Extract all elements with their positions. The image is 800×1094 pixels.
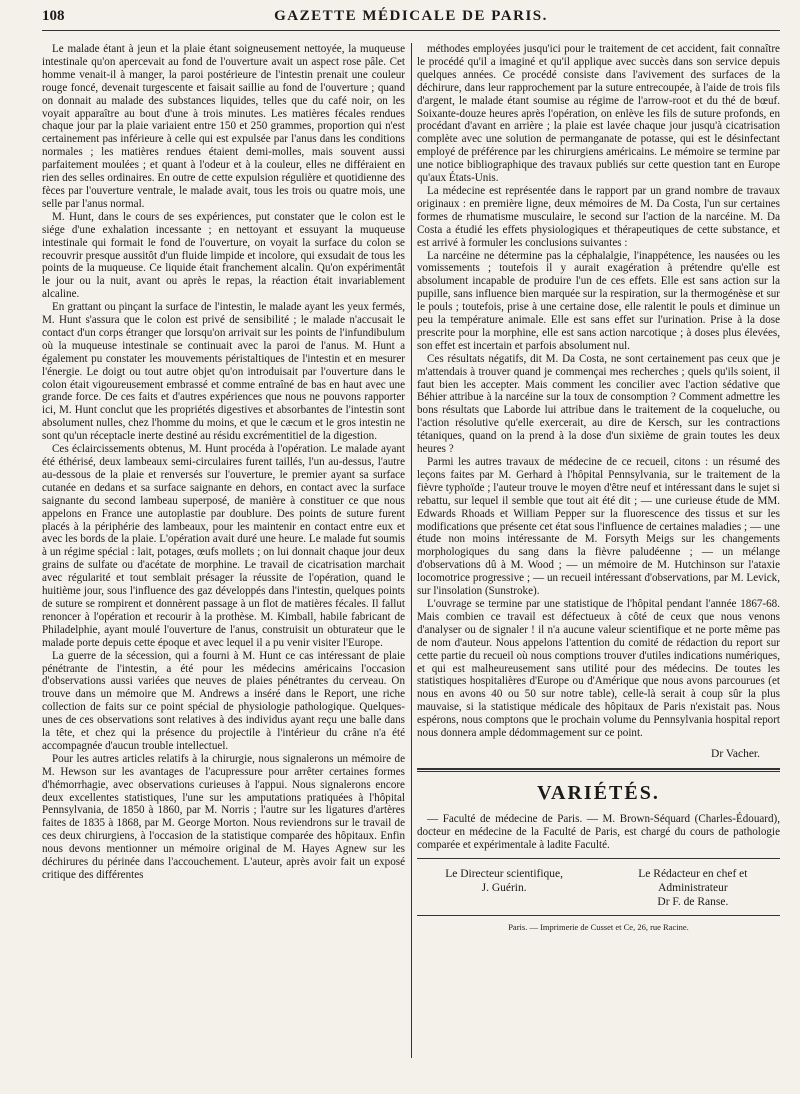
editor-credit (606, 867, 780, 909)
column-divider (411, 43, 412, 1058)
page-number: 108 (42, 8, 65, 24)
editor-role: Le Rédacteur en chef et Administrateur (638, 867, 748, 894)
paragraph: La narcéine ne détermine pas la céphalalgie, l'inappétence, les nausées ou les vomissements ; toutefois il y aurait exagération à prétendre qu'elle est absolument incapable de produire l'un de ces effets. Elle est sans action sur la pupille, sans influence bien marquée sur la respiration, sur la thermogénèse et sur le pouls ; toutefois, prise à une certaine dose, elle ralentit le pouls et diminue un peu la température animale. Elle est sans effet sur l'urination. Prise à la dose prescrite pour la morphine, elle est sans action narcotique ; à doses plus élevées, son effet est incertain et parfois absolument nul. (417, 249, 780, 352)
varietes-paragraph: — Faculté de médecine de Paris. — M. Brown-Séquard (Charles-Édouard), docteur en médecine de la Faculté de Paris, est chargé du cours de pathologie comparée et expérimentale à ladite Faculté. (417, 812, 780, 851)
page-header (42, 8, 780, 31)
director-name: J. Guérin. (481, 881, 527, 894)
right-column (417, 43, 780, 1058)
printer-divider (417, 915, 780, 916)
paragraph: méthodes employées jusqu'ici pour le traitement de cet accident, fait connaître le procédé qu'il a imaginé et qu'il applique avec succès dans son service depuis quelques années. Ce procédé consiste dans l'avivement des surfaces de la déchirure, dans leur rapprochement par la suture entrecoupée, à l'aide de trois fils d'argent, le malade étant soumise au régime de l'arrow-root et du thé de bœuf. Soixante-douze heures après l'opération, on enlève les fils de suture profonds, en procédant d'avant en arrière ; la plaie est lavée chaque jour jusqu'à cicatrisation complète avec une solution de permanganate de potasse, qui est le désinfectant employé de préférence par les chirurgiens américains. Le mémoire se termine par une notice bibliographique des travaux publiés sur cette question tant en Europe qu'aux États-Unis. (417, 43, 780, 185)
credits-divider (417, 858, 780, 859)
paragraph: Pour les autres articles relatifs à la chirurgie, nous signalerons un mémoire de M. Hewson sur les avantages de l'acupressure pour arrêter certaines formes d'hémorrhagie, avec observations curieuses à l'appui. Nous signalerons encore deux excellentes statistiques, l'une sur les amputations pratiquées à l'hôpital Pennsylvania, de 1850 à 1860, par M. Norris ; l'autre sur les ligatures d'artères faites de 1835 à 1868, par M. George Morton. Nous reviendrons sur le travail de ces deux chirurgiens, à l'occasion de la statistique comparée des hôpitaux. Enfin nous devons mentionner un mémoire original de M. Hayes Agnew sur les déchirures du périnée dans l'accouchement. L'auteur, après avoir fait un exposé critique des différentes (42, 752, 405, 881)
section-divider (417, 768, 780, 772)
credits (417, 867, 780, 909)
left-column (42, 43, 405, 1058)
paragraph: Le malade étant à jeun et la plaie étant soigneusement nettoyée, la muqueuse intestinale qu'on apercevait au fond de l'ouverture avait un aspect rose pâle. Cet homme venait-il à manger, la paroi postérieure de l'intestin prenait une couleur rouge foncé, devenait turgescente et faisait saillie au fond de l'ouverture ; quand on donnait au malade des substances liquides, telles que du café noir, on les voyait apparaître au bout d'une à trois minutes. Les matières fécales rendues chaque jour par la plaie variaient entre 150 et 250 grammes, proportion qui n'est certainement pas inférieure à celle qui est expulsée par l'anus dans les conditions normales ; les matières rendues étaient demi-molles, mais souvent aussi parfaitement moulées ; et quant à l'odeur et à la couleur, elles ne différaient en rien des selles ordinaires. En outre de cette expulsion régulière et quotidienne des fèces par l'ouverture ventrale, le malade avait, tous les trois ou quatre mois, une selle par l'anus normal. (42, 43, 405, 210)
director-role: Le Directeur scientifique, (445, 867, 564, 880)
paragraph: La guerre de la sécession, qui a fourni à M. Hunt ce cas intéressant de plaie pénétrante de l'intestin, a été pour les médecins américains l'occasion d'observations aussi variées que neuves de plaies pénétrantes du cerveau. On trouve dans un mémoire que M. Andrews a inséré dans le Report, une riche collection de faits sur ce point spécial de physiologie pathologique. Quelques-unes de ces observations sont relatives à des individus ayant reçu une balle dans la tête, et chez qui la présence du projectile à l'intérieur du crâne n'a été accompagnée d'aucun trouble intellectuel. (42, 649, 405, 752)
paragraph: Ces éclaircissements obtenus, M. Hunt procéda à l'opération. Le malade ayant été éthérisé, deux lambeaux semi-circulaires furent taillés, l'un au-dessus, l'autre au-dessous de la plaie et renversés sur l'ouverture, le premier ayant sa surface cutanée en dedans et sa surface saignante en dehors, en contact avec la surface saignante du second lambeau superposé, de manière à constituer ce que nous appelons en France une autoplastie par doublure. Des points de suture furent placés à la périphérie des lambeaux, pour les maintenir en contact entre eux et avec les bords de la plaie. L'opération avait duré une heure. Le malade fut soumis à un régime spécial : lait, potages, œufs mollets ; on lui donnait chaque jour deux grains de sulfate ou d'acétate de morphine. Le travail de cicatrisation marchait avec régularité et tout semblait présager la réussite de l'opération, quand le huitième jour, sous l'influence des gaz développés dans l'intestin, quelques points de suture se rompirent et donnèrent passage à un flot de matières fécales. Il fallut renoncer à l'opération et recourir à la prothèse. M. Kimball, habile fabricant de Philadelphie, ayant moulé l'ouverture de l'anus, construisit un obturateur que le malade porte depuis cette époque et avec lequel il a pu venir visiter l'Europe. (42, 443, 405, 649)
editor-name: Dr F. de Ranse. (657, 895, 729, 908)
varietes-heading: VARIÉTÉS. (537, 781, 660, 804)
paragraph: Parmi les autres travaux de médecine de ce recueil, citons : un résumé des leçons faites par M. Gerhard à l'hôpital Pennsylvania, sur le traitement de la fièvre typhoïde ; l'auteur trouve le moyen d'être neuf et intéressant dans le sujet si rebattu, sur lequel il semble que tout ait été dit ; — une curieuse étude de MM. Edwards Rhoads et William Pepper sur la fluorescence des tissus et sur les modifications que présente cet état sous l'influence de certaines maladies ; — une étude non moins intéressante de M. Forsyth Meigs sur les changements morphologiques du sang dans la fièvre paludéenne ; — un mélange d'observations dû à M. Wood ; — un mémoire de M. Hutchinson sur l'ataxie locomotrice progressive ; — un recueil intéressant d'observations, par M. Levick, sur l'insolation (Sunstroke). (417, 456, 780, 598)
author-signature: Dr Vacher. (711, 747, 760, 760)
printer-imprint: Paris. — Imprimerie de Cusset et Ce, 26, rue Racine. (508, 921, 689, 932)
paragraph: Ces résultats négatifs, dit M. Da Costa, ne sont certainement pas ceux que je m'attendais à trouver quand je commençai mes recherches ; quels qu'ils soient, il faut bien les accepter. Mais comment les concilier avec l'action sédative que Béhier attribue à la narcéine sur la toux de consomption ? Comment admettre les bons résultats que Laborde lui attribue dans le traitement de la coqueluche, ou l'action résolutive qu'elle exercerait, au dire de Kersch, sur les contractions tétaniques, quand on la prend à la dose d'un sixième de grain toutes les deux heures ? (417, 352, 780, 456)
journal-title: GAZETTE MÉDICALE DE PARIS. (274, 8, 548, 24)
paragraph: M. Hunt, dans le cours de ses expériences, put constater que le colon est le siége d'une exhalation incessante ; en nettoyant et essuyant la muqueuse intestinale qui formait le fond de l'ouverture, on voyait la surface du colon se recouvrir presque aussitôt d'un fluide limpide et incolore, qui exsudait de tous les points de la muqueuse. Ce liquide était franchement alcalin. Qu'on expérimentât le jour ou la nuit, avant ou après le repas, la réaction était invariablement alcaline. (42, 210, 405, 301)
paragraph: La médecine est représentée dans le rapport par un grand nombre de travaux originaux : en première ligne, deux mémoires de M. Da Costa, l'un sur certaines formes de rhumatisme musculaire, le second sur l'action de la narcéine. M. Da Costa a étudié les effets physiologiques et thérapeutiques de cette substance, et est arrivé à formuler les conclusions suivantes : (417, 184, 780, 249)
director-credit (417, 867, 591, 909)
columns (42, 43, 780, 1058)
paragraph: En grattant ou pinçant la surface de l'intestin, le malade ayant les yeux fermés, M. Hunt s'assura que le colon est privé de sensibilité ; le malade n'accusait le contact d'un corps étranger que lorsqu'on arrivait sur les points de l'infundibulum où la muqueuse intestinale se continuait avec la paroi de l'anus. M. Hunt a également pu constater les mouvements péristaltiques de l'intestin et en mesurer l'énergie. Le doigt ou tout autre objet qu'on introduisait par l'ouverture dans le colon était vigoureusement embrassé et comme entraîné de bas en haut avec une grande force. De ces faits et d'autres expériences que nous ne pouvons rapporter ici, M. Hunt conclut que les propriétés digestives et absorbantes de l'intestin sont absolument nulles, chez l'homme du moins, et que le cæcum et le gros intestin ne sont qu'un réceptacle inerte destiné au résidu excrémentitiel de la digestion. (42, 301, 405, 443)
paragraph: L'ouvrage se termine par une statistique de l'hôpital pendant l'année 1867-68. Mais combien ce travail est défectueux à côté de ceux que nous venons d'analyser ou de signaler ! il n'a aucune valeur scientifique et ne porte même pas de nom d'auteur. Nous appelons l'attention du comité de rédaction du report sur cette partie du recueil où nous comptions trouver d'utiles indications numériques, et qui est malheureusement sans utilité pour des médecins. De toutes les statistiques hospitalières d'Europe ou d'Amérique que nous avons parcourues (et nous en avons 40 ou 50 sur notre table), celle-là serait à coup sûr la plus mauvaise, si la statistique médicale des hôpitaux de Paris n'existait pas. Nous espérons, nous comptons que le prochain volume du Pennsylvania hospital report nous donnera ample dédommagement sur ce point. (417, 597, 780, 740)
